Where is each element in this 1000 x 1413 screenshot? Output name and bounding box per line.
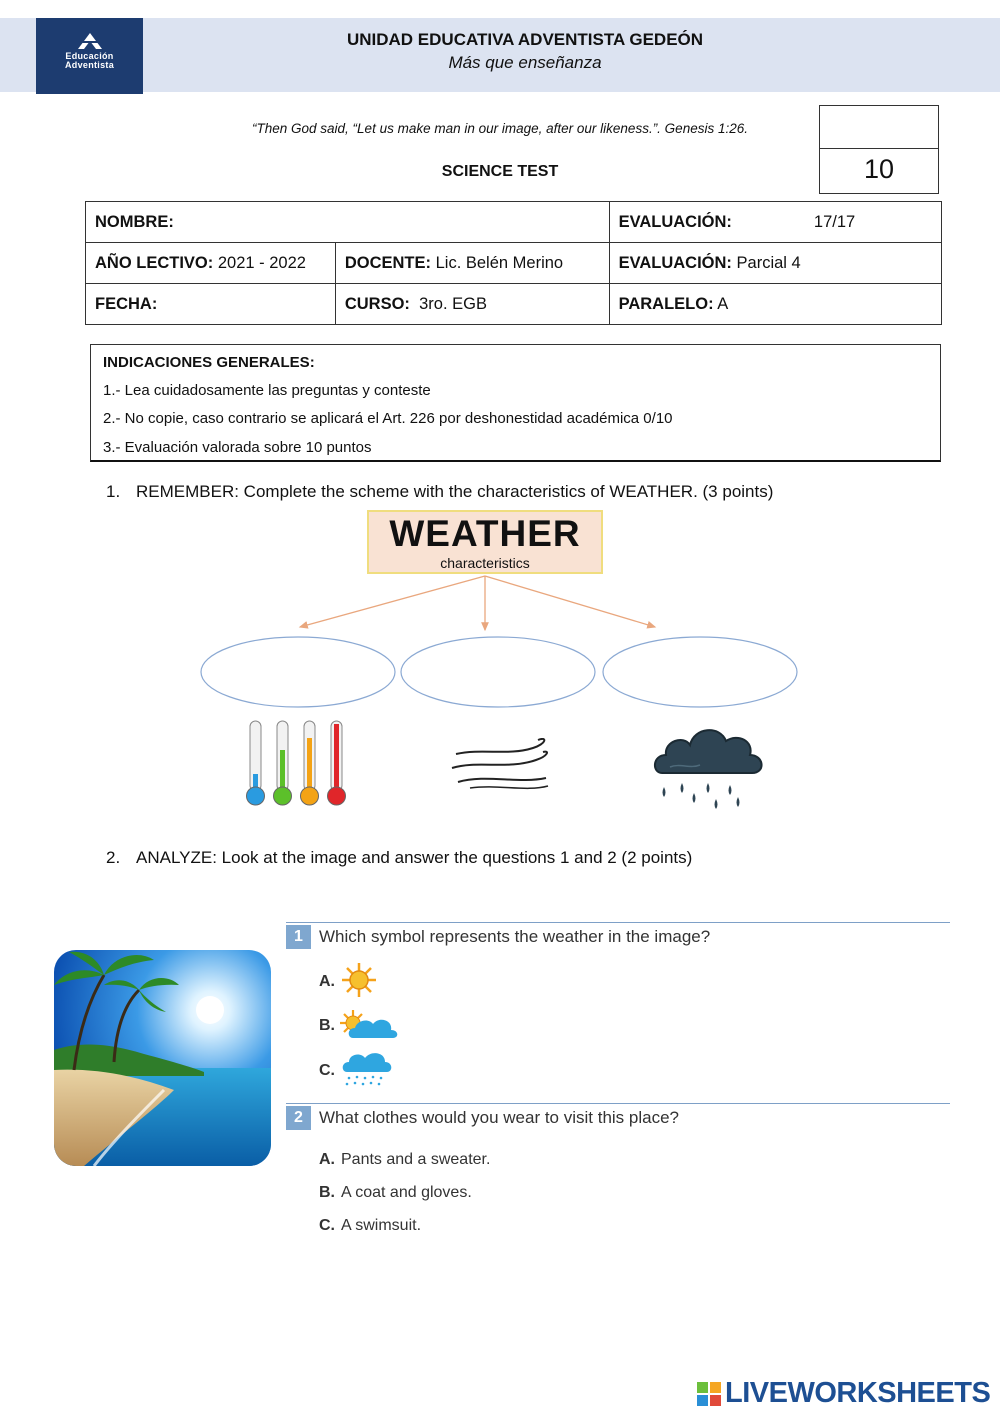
- rain-cloud-icon: [650, 715, 768, 815]
- question1-number: 1.: [106, 482, 121, 501]
- sub1-option-a-letter[interactable]: A.: [319, 973, 335, 990]
- fecha-cell[interactable]: [86, 284, 336, 325]
- logo-text-line1: Educación: [65, 51, 114, 61]
- sub2-option-a-text[interactable]: Pants and a sweater.: [341, 1151, 491, 1168]
- anio-cell: [86, 243, 336, 284]
- general-indications: [90, 344, 941, 462]
- weather-scheme-title-box: [367, 510, 603, 574]
- evaluacion-value: 17/17: [813, 212, 856, 231]
- sub2-option-b-letter[interactable]: B.: [319, 1184, 335, 1201]
- scheme-arrow-left: [300, 576, 485, 627]
- sub2-option-b-text[interactable]: A coat and gloves.: [341, 1184, 472, 1201]
- sub1-option-c-letter[interactable]: C.: [319, 1062, 335, 1079]
- rain-icon[interactable]: [341, 1050, 395, 1090]
- indication-item: 3.- Evaluación valorada sobre 10 puntos: [103, 439, 372, 456]
- table-row: [86, 284, 942, 325]
- paralelo-cell: [609, 284, 941, 325]
- indication-item: 1.- Lea cuidadosamente las preguntas y conteste: [103, 382, 431, 399]
- anio-label: AÑO LECTIVO:: [95, 253, 214, 272]
- docente-cell: [335, 243, 609, 284]
- scheme-arrow-right: [485, 576, 655, 627]
- paralelo-label: PARALELO:: [618, 294, 714, 313]
- question1-text: REMEMBER: Complete the scheme with the characteristics of WEATHER. (3 points): [136, 482, 774, 501]
- evaluacion2-label: EVALUACIÓN:: [618, 253, 732, 272]
- weather-scheme-diagram: [190, 574, 810, 714]
- nombre-cell[interactable]: [86, 202, 610, 243]
- student-info-table: [85, 201, 942, 325]
- liveworksheets-text: LIVEWORKSHEETS: [725, 1377, 991, 1409]
- bible-quote: “Then God said, “Let us make man in our image, after our likeness.”. Genesis 1:26.: [252, 121, 748, 136]
- answer-oval-2[interactable]: [401, 637, 595, 707]
- subquestion1-text: Which symbol represents the weather in the image?: [319, 927, 711, 946]
- sub2-option-c-letter[interactable]: C.: [319, 1217, 335, 1234]
- table-row: [86, 243, 942, 284]
- school-name: UNIDAD EDUCATIVA ADVENTISTA GEDEÓN: [346, 30, 704, 49]
- curso-cell: [335, 284, 609, 325]
- indications-title: INDICACIONES GENERALES:: [103, 354, 315, 371]
- question2-number: 2.: [106, 848, 121, 867]
- nombre-label: NOMBRE:: [95, 212, 174, 231]
- sun-icon[interactable]: [341, 962, 377, 998]
- curso-value: 3ro. EGB: [419, 294, 487, 313]
- curso-label: CURSO:: [344, 294, 410, 313]
- docente-value: Lic. Belén Merino: [435, 253, 564, 272]
- subquestion2-number: 2: [286, 1106, 311, 1130]
- evaluacion-label: EVALUACIÓN:: [618, 212, 732, 231]
- sub2-option-c-text[interactable]: A swimsuit.: [341, 1217, 422, 1234]
- sub2-option-a-letter[interactable]: A.: [319, 1151, 335, 1168]
- score-box: [819, 105, 939, 194]
- question2-text: ANALYZE: Look at the image and answer the questions 1 and 2 (2 points): [136, 848, 693, 867]
- weather-scheme-title: WEATHER: [389, 513, 581, 554]
- wind-icon: [448, 738, 558, 794]
- test-title: SCIENCE TEST: [441, 163, 559, 180]
- subquestion2-text: What clothes would you wear to visit this place?: [319, 1108, 680, 1127]
- question2-subquestions: [286, 920, 950, 1250]
- school-motto: Más que enseñanza: [448, 53, 602, 72]
- indication-item: 2.- No copie, caso contrario se aplicará el Art. 226 por deshonestidad académica 0/10: [103, 410, 673, 427]
- sun-behind-cloud-icon[interactable]: [339, 1008, 401, 1044]
- paralelo-value: A: [717, 294, 729, 313]
- anio-value: 2021 - 2022: [217, 253, 306, 272]
- evaluacion-cell: [609, 202, 941, 243]
- liveworksheets-logo: [697, 1377, 997, 1411]
- thermometers-icon: [240, 718, 355, 808]
- school-logo: [36, 18, 143, 94]
- evaluacion2-value: Parcial 4: [736, 253, 801, 272]
- docente-label: DOCENTE:: [344, 253, 432, 272]
- answer-oval-3[interactable]: [603, 637, 797, 707]
- fecha-label: FECHA:: [95, 294, 158, 313]
- evaluacion2-cell: [609, 243, 941, 284]
- score-value: 10: [863, 154, 895, 184]
- liveworksheets-mark-icon: [697, 1382, 721, 1406]
- logo-text-line2: Adventista: [64, 60, 114, 70]
- answer-oval-1[interactable]: [201, 637, 395, 707]
- subquestion1-number: 1: [286, 925, 311, 949]
- beach-image: [54, 950, 271, 1166]
- table-row: [86, 202, 942, 243]
- weather-scheme-subtitle: characteristics: [440, 555, 530, 571]
- sub1-option-b-letter[interactable]: B.: [319, 1017, 335, 1034]
